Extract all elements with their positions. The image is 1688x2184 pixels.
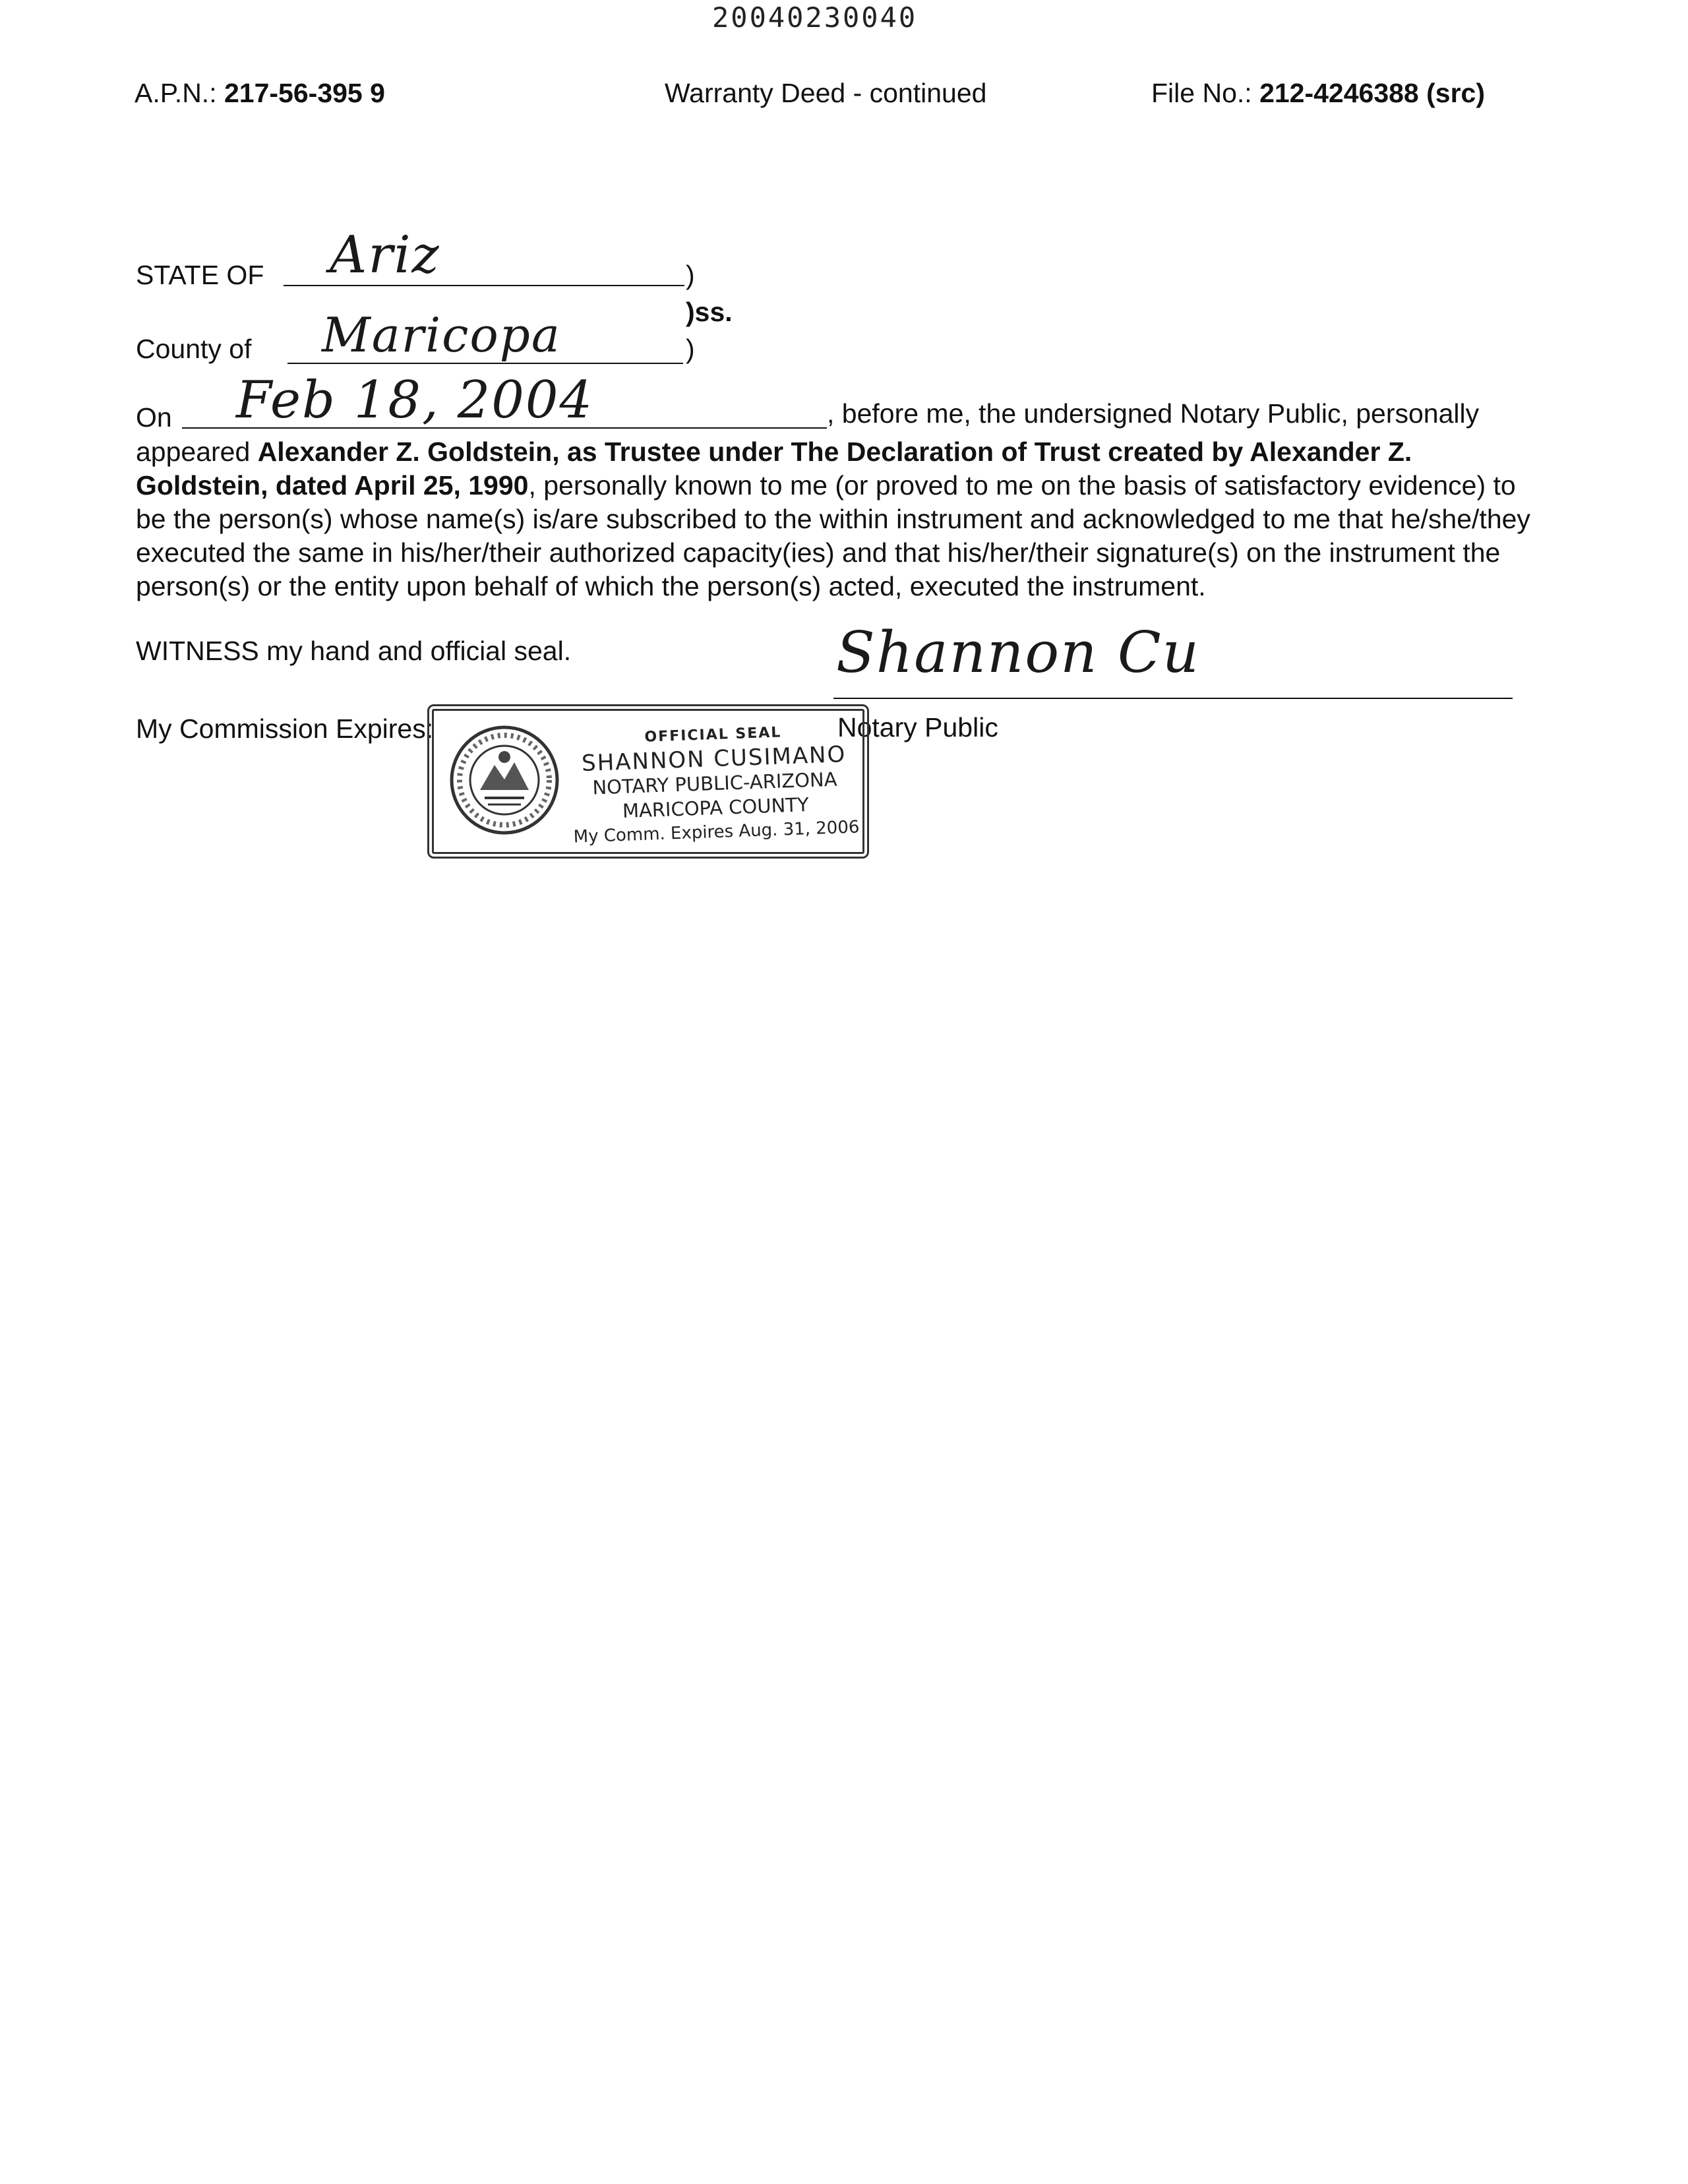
notary-public-label: Notary Public [837,712,998,743]
apn-field [135,78,385,109]
state-underline [284,285,684,286]
apn-label: A.P.N.: [135,78,217,108]
date-underline [182,427,827,429]
seal-expiration: My Comm. Expires Aug. 31, 2006 [573,817,860,847]
on-label: On [136,402,172,433]
county-handwritten: Maricopa [322,307,561,363]
apn-value: 217-56-395 9 [224,78,385,108]
state-label: STATE OF [136,260,264,290]
county-paren: ) [686,334,695,364]
date-line-rest: , before me, the undersigned Notary Public, personally [827,398,1480,429]
notary-seal-stamp [427,704,869,859]
state-paren: ) [686,260,695,290]
seal-notary-name: SHANNON CUSIMANO [581,741,847,777]
recording-number: 20040230040 [712,1,918,34]
state-seal-emblem-icon [448,724,560,836]
file-value: 212-4246388 (src) [1259,78,1485,108]
file-number-field [1151,78,1485,109]
seal-county: MARICOPA COUNTY [622,793,810,822]
party-name: Alexander Z. Goldstein, as Trustee under The Declaration of Trust created by Alexander Z. Goldstein, dated April 25, 1990 [136,437,1412,501]
county-underline [287,363,683,364]
notary-signature: Shannon Cu [836,620,1201,686]
seal-notary-title: NOTARY PUBLIC-ARIZONA [591,768,838,799]
date-handwritten: Feb 18, 2004 [236,371,594,430]
acknowledgment-body: , personally known to me (or proved to me on the basis of satisfactory evidence) to be the person(s) whose name(s) is/are subscribed to the within instrument and acknowledged to me that he/she/they executed the same in his/her/their authorized capacity(ies) and that his/her/their signature(s) on the instrument the person(s) or the entity upon behalf of which the person(s) acted, executed the instrument. [136,470,1530,601]
signature-line [833,698,1513,699]
county-label: County of [136,334,252,364]
file-label: File No.: [1151,78,1252,108]
acknowledgment-paragraph [136,435,1540,603]
witness-text: WITNESS my hand and official seal. [136,636,572,666]
commission-expires-label: My Commission Expires: [136,713,434,744]
state-handwritten: Ariz [330,226,440,285]
seal-official-label: OFFICIAL SEAL [644,724,782,746]
appeared-word: appeared [136,437,251,467]
ss-marker: )ss. [686,297,733,327]
document-title: Warranty Deed - continued [665,78,987,108]
